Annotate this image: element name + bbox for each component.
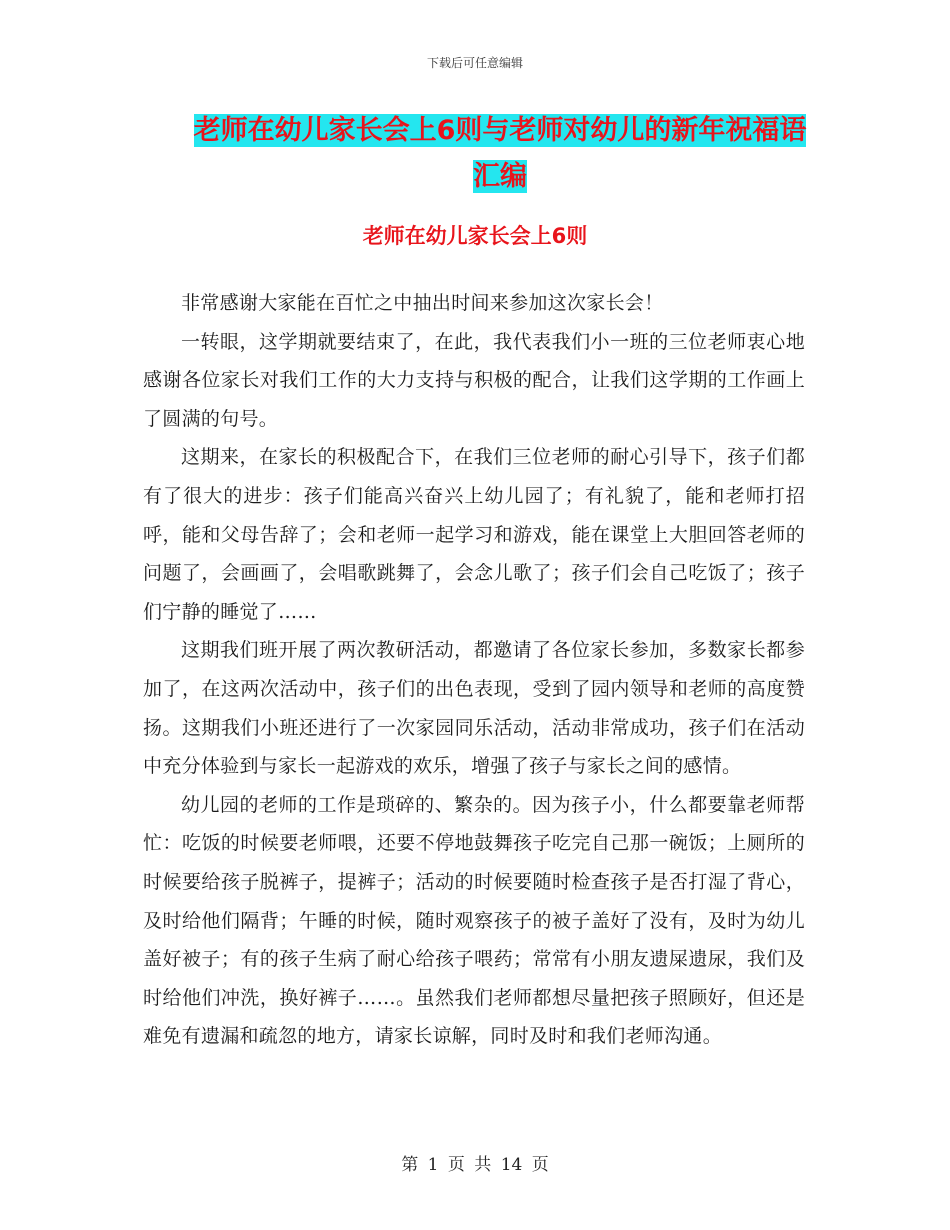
title-line-2: 汇编 (473, 161, 527, 192)
header-note: 下载后可任意编辑 (426, 56, 523, 70)
paragraph: 一转眼，这学期就要结束了，在此，我代表我们小一班的三位老师衷心地感谢各位家长对我们工作的大力支持与积极的配合，让我们这学期的工作画上了圆满的句号。 (143, 330, 805, 430)
title-line-1: 老师在幼儿家长会上6则与老师对幼儿的新年祝福语 (193, 115, 807, 146)
page-footer: 第 1 页 共 14 页 (401, 1155, 549, 1175)
body-text (143, 284, 805, 1056)
document-title (140, 108, 860, 200)
section-title: 老师在幼儿家长会上6则 (362, 224, 588, 248)
paragraph: 幼儿园的老师的工作是琐碎的、繁杂的。因为孩子小，什么都要靠老师帮忙：吃饭的时候要老师喂，还要不停地鼓舞孩子吃完自己那一碗饭；上厕所的时候要给孩子脱裤子，提裤子；活动的时候要随时检查孩子是否打湿了背心，及时给他们隔背；午睡的时候，随时观察孩子的被子盖好了没有，及时为幼儿盖好被子；有的孩子生病了耐心给孩子喂药；常常有小朋友遗屎遗尿，我们及时给他们冲洗，换好裤子……。虽然我们老师都想尽量把孩子照顾好，但还是难免有遗漏和疏忽的地方，请家长谅解，同时及时和我们老师沟通。 (143, 793, 805, 1048)
paragraph: 这期我们班开展了两次教研活动，都邀请了各位家长参加，多数家长都参加了，在这两次活动中，孩子们的出色表现，受到了园内领导和老师的高度赞扬。这期我们小班还进行了一次家园同乐活动，活动非常成功，孩子们在活动中充分体验到与家长一起游戏的欢乐，增强了孩子与家长之间的感情。 (143, 639, 805, 778)
paragraph: 这期来，在家长的积极配合下，在我们三位老师的耐心引导下，孩子们都有了很大的进步：孩子们能高兴奋兴上幼儿园了；有礼貌了，能和老师打招呼，能和父母告辞了；会和老师一起学习和游戏，能在课堂上大胆回答老师的问题了，会画画了，会唱歌跳舞了，会念儿歌了；孩子们会自己吃饭了；孩子们宁静的睡觉了…… (143, 446, 805, 623)
paragraph: 非常感谢大家能在百忙之中抽出时间来参加这次家长会！ (181, 292, 664, 314)
